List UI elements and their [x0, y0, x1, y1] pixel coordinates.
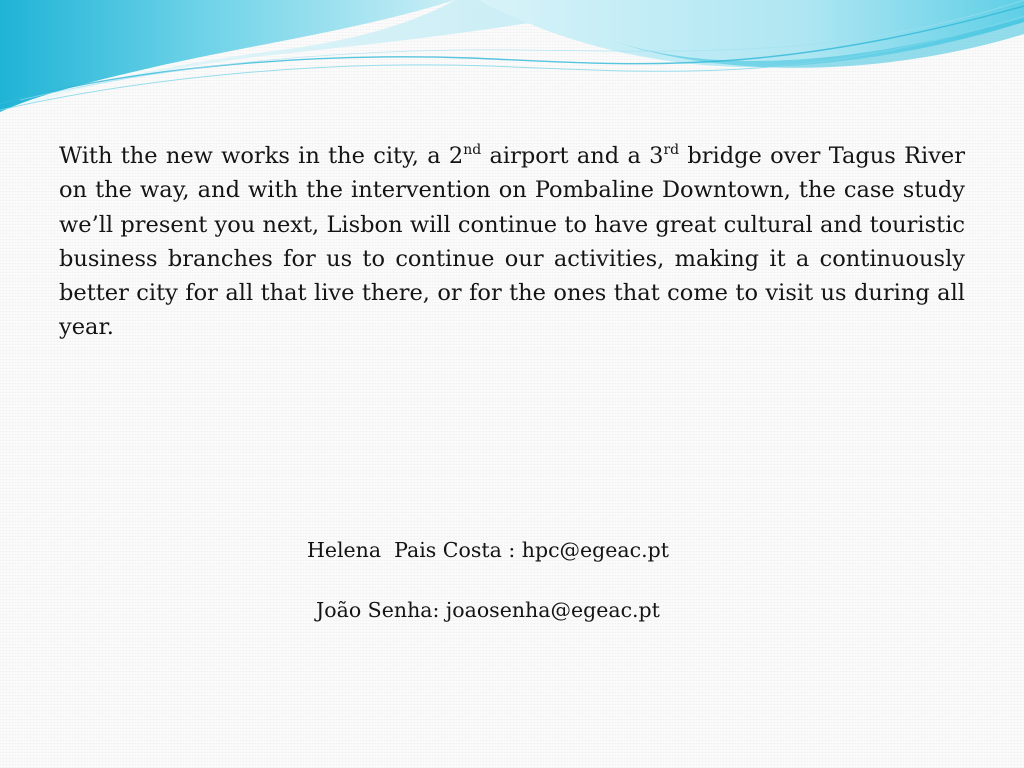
wave-right — [480, 0, 1024, 67]
intro-text-part-2: airport and a 3 — [481, 143, 664, 169]
header-wave-decoration — [0, 0, 1024, 120]
contact-joao: João Senha: joaosenha@egeac.pt — [316, 598, 660, 622]
intro-text-part-1: With the new works in the city, a 2 — [59, 143, 464, 169]
intro-text-part-3: bridge over Tagus River on the way, and with the intervention on Pombaline Downtown, the case study we’ll present you next, Lisbon will continue to have great cultural and touristic business branches for us to continue our activities, making it a continuously better city for all that live there, or for the ones that come to visit us during all year. — [59, 143, 965, 341]
contact-block — [0, 533, 976, 627]
contact-helena: Helena Pais Costa : hpc@egeac.pt — [306, 538, 670, 562]
ordinal-suffix-nd: nd — [463, 142, 482, 158]
ordinal-suffix-rd: rd — [663, 142, 680, 158]
intro-paragraph — [59, 139, 965, 345]
wave-left — [0, 0, 455, 112]
